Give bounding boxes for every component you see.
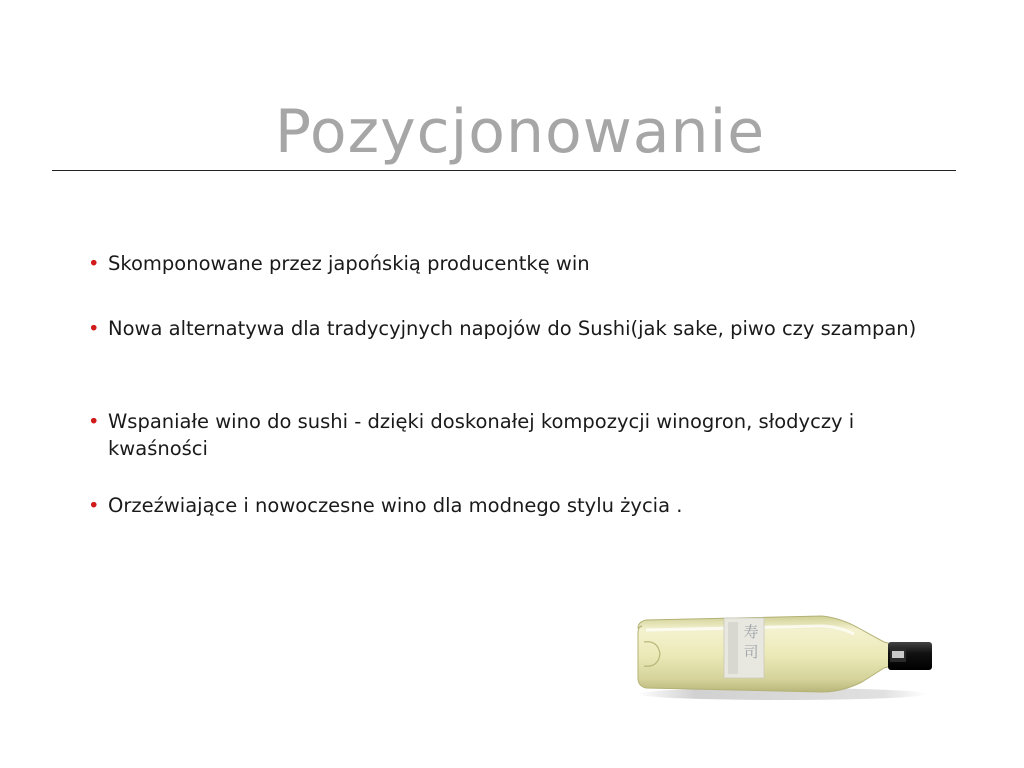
label-glyph: 司 xyxy=(743,643,759,661)
bullet-text: Orzeźwiające i nowoczesne wino dla modnego stylu życia . xyxy=(108,494,683,517)
wine-bottle-image xyxy=(632,604,944,708)
bullet-text: Wspaniałe wino do sushi - dzięki doskonałej kompozycji winogron, słodyczy i kwaśności xyxy=(108,410,855,460)
bullet-item xyxy=(88,315,948,342)
bullet-item xyxy=(88,250,948,277)
bullet-marker: • xyxy=(88,494,100,517)
bullet-marker: • xyxy=(88,252,100,275)
bullet-marker: • xyxy=(88,317,100,340)
label-glyph: 寿 xyxy=(743,623,759,641)
slide-title: Pozycjonowanie xyxy=(274,97,766,167)
bullet-item xyxy=(88,408,948,462)
bullet-marker: • xyxy=(88,410,100,433)
title-divider xyxy=(52,170,956,171)
capsule-badge-mark xyxy=(892,651,904,658)
bullet-text: Skomponowane przez japońskią producentkę win xyxy=(108,252,590,275)
bullet-item xyxy=(88,492,948,519)
bottle-label-strip xyxy=(728,622,738,674)
bullet-text: Nowa alternatywa dla tradycyjnych napojów do Sushi(jak sake, piwo czy szampan) xyxy=(108,317,917,340)
